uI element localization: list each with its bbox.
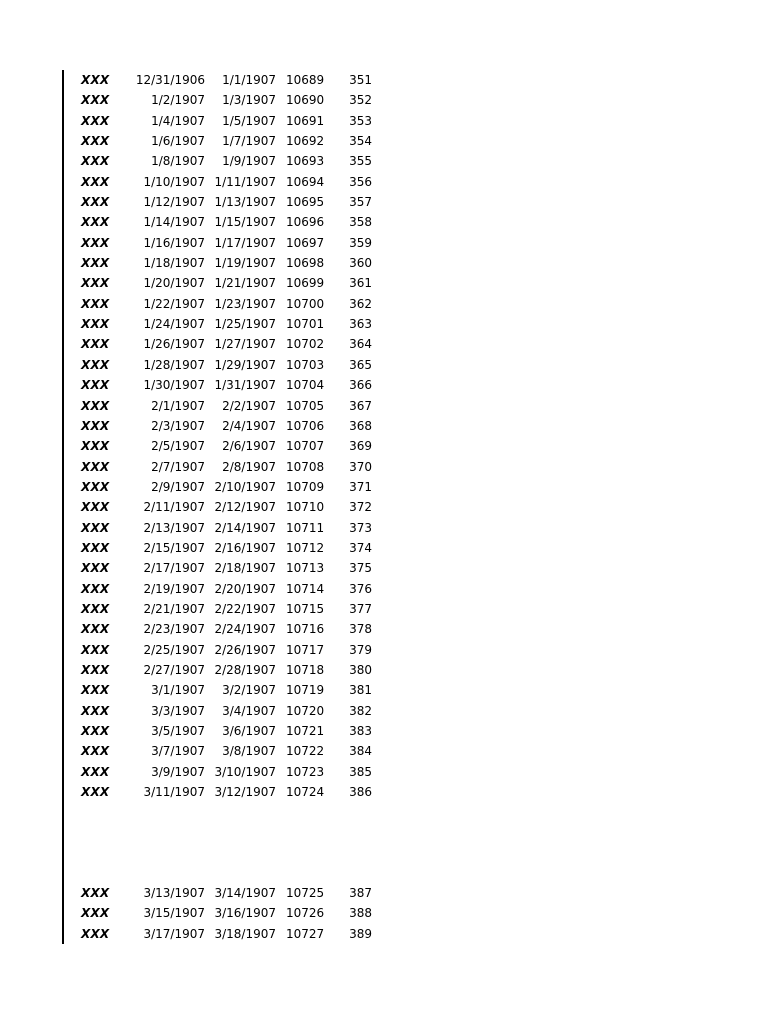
row-end-date-cell: 1/27/1907 bbox=[214, 337, 276, 352]
row-end-date-cell: 1/17/1907 bbox=[214, 235, 276, 250]
row-id-cell: 10699 bbox=[286, 276, 325, 291]
table-row bbox=[0, 762, 768, 782]
row-code-cell: XXX bbox=[81, 520, 110, 535]
row-start-date-cell: 1/24/1907 bbox=[143, 317, 205, 332]
row-end-date-cell: 2/26/1907 bbox=[214, 642, 276, 657]
table-row bbox=[0, 273, 768, 293]
table-row bbox=[0, 151, 768, 171]
row-id-cell: 10716 bbox=[286, 622, 325, 637]
row-end-date-cell: 3/12/1907 bbox=[214, 785, 276, 800]
row-number-cell: 364 bbox=[349, 337, 372, 352]
row-start-date-cell: 2/27/1907 bbox=[143, 662, 205, 677]
row-end-date-cell: 1/29/1907 bbox=[214, 357, 276, 372]
row-end-date-cell: 3/6/1907 bbox=[222, 724, 276, 738]
row-number-cell: 375 bbox=[349, 561, 372, 576]
table-row bbox=[0, 111, 768, 131]
row-start-date-cell: 1/28/1907 bbox=[143, 357, 205, 372]
row-id-cell: 10718 bbox=[286, 662, 325, 677]
row-start-date-cell: 1/26/1907 bbox=[143, 337, 205, 352]
row-start-date-cell: 2/15/1907 bbox=[143, 540, 205, 555]
row-start-date-cell: 1/10/1907 bbox=[143, 174, 205, 189]
table-row bbox=[0, 741, 768, 761]
row-id-cell: 10724 bbox=[286, 785, 325, 800]
row-end-date-cell: 1/15/1907 bbox=[214, 215, 276, 230]
row-number-cell: 357 bbox=[349, 195, 372, 210]
row-number-cell: 380 bbox=[349, 662, 372, 677]
row-end-date-cell: 2/22/1907 bbox=[214, 601, 276, 616]
row-start-date-cell: 3/1/1907 bbox=[151, 683, 205, 698]
row-start-date-cell: 2/23/1907 bbox=[143, 622, 205, 637]
row-id-cell: 10705 bbox=[286, 398, 325, 413]
row-code-cell: XXX bbox=[81, 622, 110, 637]
row-number-cell: 382 bbox=[349, 703, 372, 718]
row-number-cell: 358 bbox=[349, 215, 372, 230]
row-end-date-cell: 1/11/1907 bbox=[214, 174, 276, 189]
row-code-cell: XXX bbox=[81, 724, 110, 738]
row-end-date-cell: 3/2/1907 bbox=[222, 683, 276, 698]
row-id-cell: 10701 bbox=[286, 317, 325, 332]
row-start-date-cell: 1/6/1907 bbox=[151, 134, 205, 149]
row-start-date-cell: 3/15/1907 bbox=[143, 906, 205, 921]
row-code-cell: XXX bbox=[81, 540, 110, 555]
table-row bbox=[0, 355, 768, 375]
row-id-cell: 10694 bbox=[286, 174, 325, 189]
row-number-cell: 385 bbox=[349, 764, 372, 779]
row-id-cell: 10698 bbox=[286, 256, 325, 271]
row-number-cell: 367 bbox=[349, 398, 372, 413]
row-code-cell: XXX bbox=[81, 93, 110, 108]
row-code-cell: XXX bbox=[81, 561, 110, 576]
table-row bbox=[0, 518, 768, 538]
row-id-cell: 10697 bbox=[286, 235, 325, 250]
row-id-cell: 10704 bbox=[286, 378, 325, 393]
row-start-date-cell: 1/30/1907 bbox=[143, 378, 205, 393]
data-block-1 bbox=[0, 70, 768, 802]
row-code-cell: XXX bbox=[81, 601, 110, 616]
row-number-cell: 365 bbox=[349, 357, 372, 372]
row-code-cell: XXX bbox=[81, 906, 110, 921]
row-start-date-cell: 3/17/1907 bbox=[143, 926, 205, 941]
row-id-cell: 10721 bbox=[286, 724, 325, 738]
table-row bbox=[0, 579, 768, 599]
row-code-cell: XXX bbox=[81, 764, 110, 779]
row-number-cell: 354 bbox=[349, 134, 372, 149]
row-id-cell: 10706 bbox=[286, 418, 325, 433]
row-code-cell: XXX bbox=[81, 785, 110, 800]
row-code-cell: XXX bbox=[81, 886, 110, 900]
table-row bbox=[0, 294, 768, 314]
row-id-cell: 10702 bbox=[286, 337, 325, 352]
row-id-cell: 10689 bbox=[286, 73, 325, 87]
data-block-2 bbox=[0, 883, 768, 944]
row-code-cell: XXX bbox=[81, 703, 110, 718]
row-start-date-cell: 2/19/1907 bbox=[143, 581, 205, 596]
row-start-date-cell: 12/31/1906 bbox=[135, 73, 205, 87]
row-end-date-cell: 1/13/1907 bbox=[214, 195, 276, 210]
row-code-cell: XXX bbox=[81, 581, 110, 596]
row-start-date-cell: 3/9/1907 bbox=[151, 764, 205, 779]
row-end-date-cell: 3/10/1907 bbox=[214, 764, 276, 779]
row-start-date-cell: 2/21/1907 bbox=[143, 601, 205, 616]
row-number-cell: 356 bbox=[349, 174, 372, 189]
table-row bbox=[0, 640, 768, 660]
row-code-cell: XXX bbox=[81, 662, 110, 677]
row-code-cell: XXX bbox=[81, 235, 110, 250]
row-id-cell: 10717 bbox=[286, 642, 325, 657]
row-start-date-cell: 2/11/1907 bbox=[143, 500, 205, 515]
row-number-cell: 366 bbox=[349, 378, 372, 393]
row-number-cell: 389 bbox=[349, 926, 372, 941]
row-number-cell: 383 bbox=[349, 724, 372, 738]
row-number-cell: 384 bbox=[349, 744, 372, 759]
row-id-cell: 10726 bbox=[286, 906, 325, 921]
row-code-cell: XXX bbox=[81, 337, 110, 352]
table-row bbox=[0, 131, 768, 151]
row-code-cell: XXX bbox=[81, 926, 110, 941]
row-start-date-cell: 2/7/1907 bbox=[151, 459, 205, 474]
table-row bbox=[0, 172, 768, 192]
row-end-date-cell: 3/14/1907 bbox=[214, 886, 276, 900]
row-code-cell: XXX bbox=[81, 215, 110, 230]
table-row bbox=[0, 416, 768, 436]
row-id-cell: 10727 bbox=[286, 926, 325, 941]
table-row bbox=[0, 436, 768, 456]
row-end-date-cell: 3/8/1907 bbox=[222, 744, 276, 759]
row-code-cell: XXX bbox=[81, 744, 110, 759]
row-start-date-cell: 3/7/1907 bbox=[151, 744, 205, 759]
row-end-date-cell: 2/4/1907 bbox=[222, 418, 276, 433]
row-end-date-cell: 2/6/1907 bbox=[222, 439, 276, 454]
row-number-cell: 368 bbox=[349, 418, 372, 433]
row-id-cell: 10725 bbox=[286, 886, 325, 900]
row-code-cell: XXX bbox=[81, 479, 110, 494]
row-id-cell: 10695 bbox=[286, 195, 325, 210]
row-number-cell: 379 bbox=[349, 642, 372, 657]
row-id-cell: 10711 bbox=[286, 520, 325, 535]
row-id-cell: 10722 bbox=[286, 744, 325, 759]
table-row bbox=[0, 782, 768, 802]
table-row bbox=[0, 192, 768, 212]
table-row bbox=[0, 538, 768, 558]
row-end-date-cell: 2/24/1907 bbox=[214, 622, 276, 637]
row-code-cell: XXX bbox=[81, 357, 110, 372]
row-end-date-cell: 1/7/1907 bbox=[222, 134, 276, 149]
table-row bbox=[0, 497, 768, 517]
table-row bbox=[0, 599, 768, 619]
row-number-cell: 369 bbox=[349, 439, 372, 454]
table-row bbox=[0, 701, 768, 721]
row-id-cell: 10700 bbox=[286, 296, 325, 311]
row-id-cell: 10693 bbox=[286, 154, 325, 169]
row-id-cell: 10692 bbox=[286, 134, 325, 149]
row-end-date-cell: 2/16/1907 bbox=[214, 540, 276, 555]
row-id-cell: 10708 bbox=[286, 459, 325, 474]
table-row bbox=[0, 457, 768, 477]
row-end-date-cell: 3/4/1907 bbox=[222, 703, 276, 718]
row-number-cell: 381 bbox=[349, 683, 372, 698]
row-start-date-cell: 1/2/1907 bbox=[151, 93, 205, 108]
row-code-cell: XXX bbox=[81, 459, 110, 474]
row-end-date-cell: 2/2/1907 bbox=[222, 398, 276, 413]
row-code-cell: XXX bbox=[81, 73, 110, 87]
row-number-cell: 373 bbox=[349, 520, 372, 535]
row-start-date-cell: 1/8/1907 bbox=[151, 154, 205, 169]
table-row bbox=[0, 619, 768, 639]
row-id-cell: 10703 bbox=[286, 357, 325, 372]
row-number-cell: 374 bbox=[349, 540, 372, 555]
row-start-date-cell: 1/14/1907 bbox=[143, 215, 205, 230]
table-row bbox=[0, 70, 768, 90]
row-end-date-cell: 2/12/1907 bbox=[214, 500, 276, 515]
row-number-cell: 378 bbox=[349, 622, 372, 637]
row-number-cell: 362 bbox=[349, 296, 372, 311]
row-start-date-cell: 1/22/1907 bbox=[143, 296, 205, 311]
row-code-cell: XXX bbox=[81, 154, 110, 169]
row-id-cell: 10719 bbox=[286, 683, 325, 698]
row-end-date-cell: 1/31/1907 bbox=[214, 378, 276, 393]
row-code-cell: XXX bbox=[81, 174, 110, 189]
table-row bbox=[0, 558, 768, 578]
row-number-cell: 371 bbox=[349, 479, 372, 494]
row-end-date-cell: 3/16/1907 bbox=[214, 906, 276, 921]
row-end-date-cell: 1/1/1907 bbox=[222, 73, 276, 87]
row-start-date-cell: 1/16/1907 bbox=[143, 235, 205, 250]
row-start-date-cell: 1/4/1907 bbox=[151, 113, 205, 128]
row-end-date-cell: 2/28/1907 bbox=[214, 662, 276, 677]
row-end-date-cell: 2/14/1907 bbox=[214, 520, 276, 535]
row-id-cell: 10709 bbox=[286, 479, 325, 494]
row-code-cell: XXX bbox=[81, 256, 110, 271]
row-number-cell: 372 bbox=[349, 500, 372, 515]
row-id-cell: 10714 bbox=[286, 581, 325, 596]
row-number-cell: 355 bbox=[349, 154, 372, 169]
table-row bbox=[0, 90, 768, 110]
row-number-cell: 352 bbox=[349, 93, 372, 108]
table-row bbox=[0, 924, 768, 944]
table-row bbox=[0, 334, 768, 354]
row-start-date-cell: 1/20/1907 bbox=[143, 276, 205, 291]
row-number-cell: 387 bbox=[349, 886, 372, 900]
table-row bbox=[0, 314, 768, 334]
row-code-cell: XXX bbox=[81, 113, 110, 128]
row-id-cell: 10713 bbox=[286, 561, 325, 576]
row-code-cell: XXX bbox=[81, 296, 110, 311]
row-code-cell: XXX bbox=[81, 683, 110, 698]
row-start-date-cell: 2/13/1907 bbox=[143, 520, 205, 535]
row-number-cell: 370 bbox=[349, 459, 372, 474]
row-code-cell: XXX bbox=[81, 642, 110, 657]
row-end-date-cell: 2/20/1907 bbox=[214, 581, 276, 596]
row-code-cell: XXX bbox=[81, 276, 110, 291]
row-id-cell: 10723 bbox=[286, 764, 325, 779]
row-start-date-cell: 3/13/1907 bbox=[143, 886, 205, 900]
row-number-cell: 386 bbox=[349, 785, 372, 800]
row-start-date-cell: 2/1/1907 bbox=[151, 398, 205, 413]
row-end-date-cell: 1/21/1907 bbox=[214, 276, 276, 291]
row-id-cell: 10712 bbox=[286, 540, 325, 555]
row-id-cell: 10720 bbox=[286, 703, 325, 718]
table-row bbox=[0, 883, 768, 903]
row-end-date-cell: 1/25/1907 bbox=[214, 317, 276, 332]
row-id-cell: 10707 bbox=[286, 439, 325, 454]
row-start-date-cell: 3/11/1907 bbox=[143, 785, 205, 800]
row-end-date-cell: 1/5/1907 bbox=[222, 113, 276, 128]
row-id-cell: 10710 bbox=[286, 500, 325, 515]
row-start-date-cell: 2/3/1907 bbox=[151, 418, 205, 433]
row-number-cell: 388 bbox=[349, 906, 372, 921]
table-row bbox=[0, 660, 768, 680]
table-row bbox=[0, 375, 768, 395]
row-number-cell: 359 bbox=[349, 235, 372, 250]
table-row bbox=[0, 212, 768, 232]
row-start-date-cell: 2/17/1907 bbox=[143, 561, 205, 576]
row-number-cell: 376 bbox=[349, 581, 372, 596]
row-end-date-cell: 1/19/1907 bbox=[214, 256, 276, 271]
table-row bbox=[0, 396, 768, 416]
row-end-date-cell: 2/18/1907 bbox=[214, 561, 276, 576]
row-number-cell: 363 bbox=[349, 317, 372, 332]
table-row bbox=[0, 680, 768, 700]
row-end-date-cell: 1/9/1907 bbox=[222, 154, 276, 169]
row-start-date-cell: 3/3/1907 bbox=[151, 703, 205, 718]
row-code-cell: XXX bbox=[81, 317, 110, 332]
row-code-cell: XXX bbox=[81, 378, 110, 393]
row-number-cell: 353 bbox=[349, 113, 372, 128]
row-end-date-cell: 2/10/1907 bbox=[214, 479, 276, 494]
row-id-cell: 10691 bbox=[286, 113, 325, 128]
row-start-date-cell: 1/12/1907 bbox=[143, 195, 205, 210]
row-start-date-cell: 2/5/1907 bbox=[151, 439, 205, 454]
row-number-cell: 360 bbox=[349, 256, 372, 271]
row-code-cell: XXX bbox=[81, 195, 110, 210]
table-row bbox=[0, 253, 768, 273]
row-number-cell: 361 bbox=[349, 276, 372, 291]
table-row bbox=[0, 721, 768, 741]
row-code-cell: XXX bbox=[81, 134, 110, 149]
table-row bbox=[0, 477, 768, 497]
row-start-date-cell: 2/9/1907 bbox=[151, 479, 205, 494]
row-id-cell: 10696 bbox=[286, 215, 325, 230]
table-row bbox=[0, 903, 768, 923]
row-number-cell: 351 bbox=[349, 73, 372, 87]
row-code-cell: XXX bbox=[81, 418, 110, 433]
row-number-cell: 377 bbox=[349, 601, 372, 616]
row-start-date-cell: 2/25/1907 bbox=[143, 642, 205, 657]
row-start-date-cell: 1/18/1907 bbox=[143, 256, 205, 271]
row-code-cell: XXX bbox=[81, 398, 110, 413]
row-code-cell: XXX bbox=[81, 500, 110, 515]
row-end-date-cell: 1/3/1907 bbox=[222, 93, 276, 108]
row-end-date-cell: 2/8/1907 bbox=[222, 459, 276, 474]
row-code-cell: XXX bbox=[81, 439, 110, 454]
row-start-date-cell: 3/5/1907 bbox=[151, 724, 205, 738]
table-row bbox=[0, 233, 768, 253]
row-end-date-cell: 1/23/1907 bbox=[214, 296, 276, 311]
row-end-date-cell: 3/18/1907 bbox=[214, 926, 276, 941]
row-id-cell: 10715 bbox=[286, 601, 325, 616]
row-id-cell: 10690 bbox=[286, 93, 325, 108]
